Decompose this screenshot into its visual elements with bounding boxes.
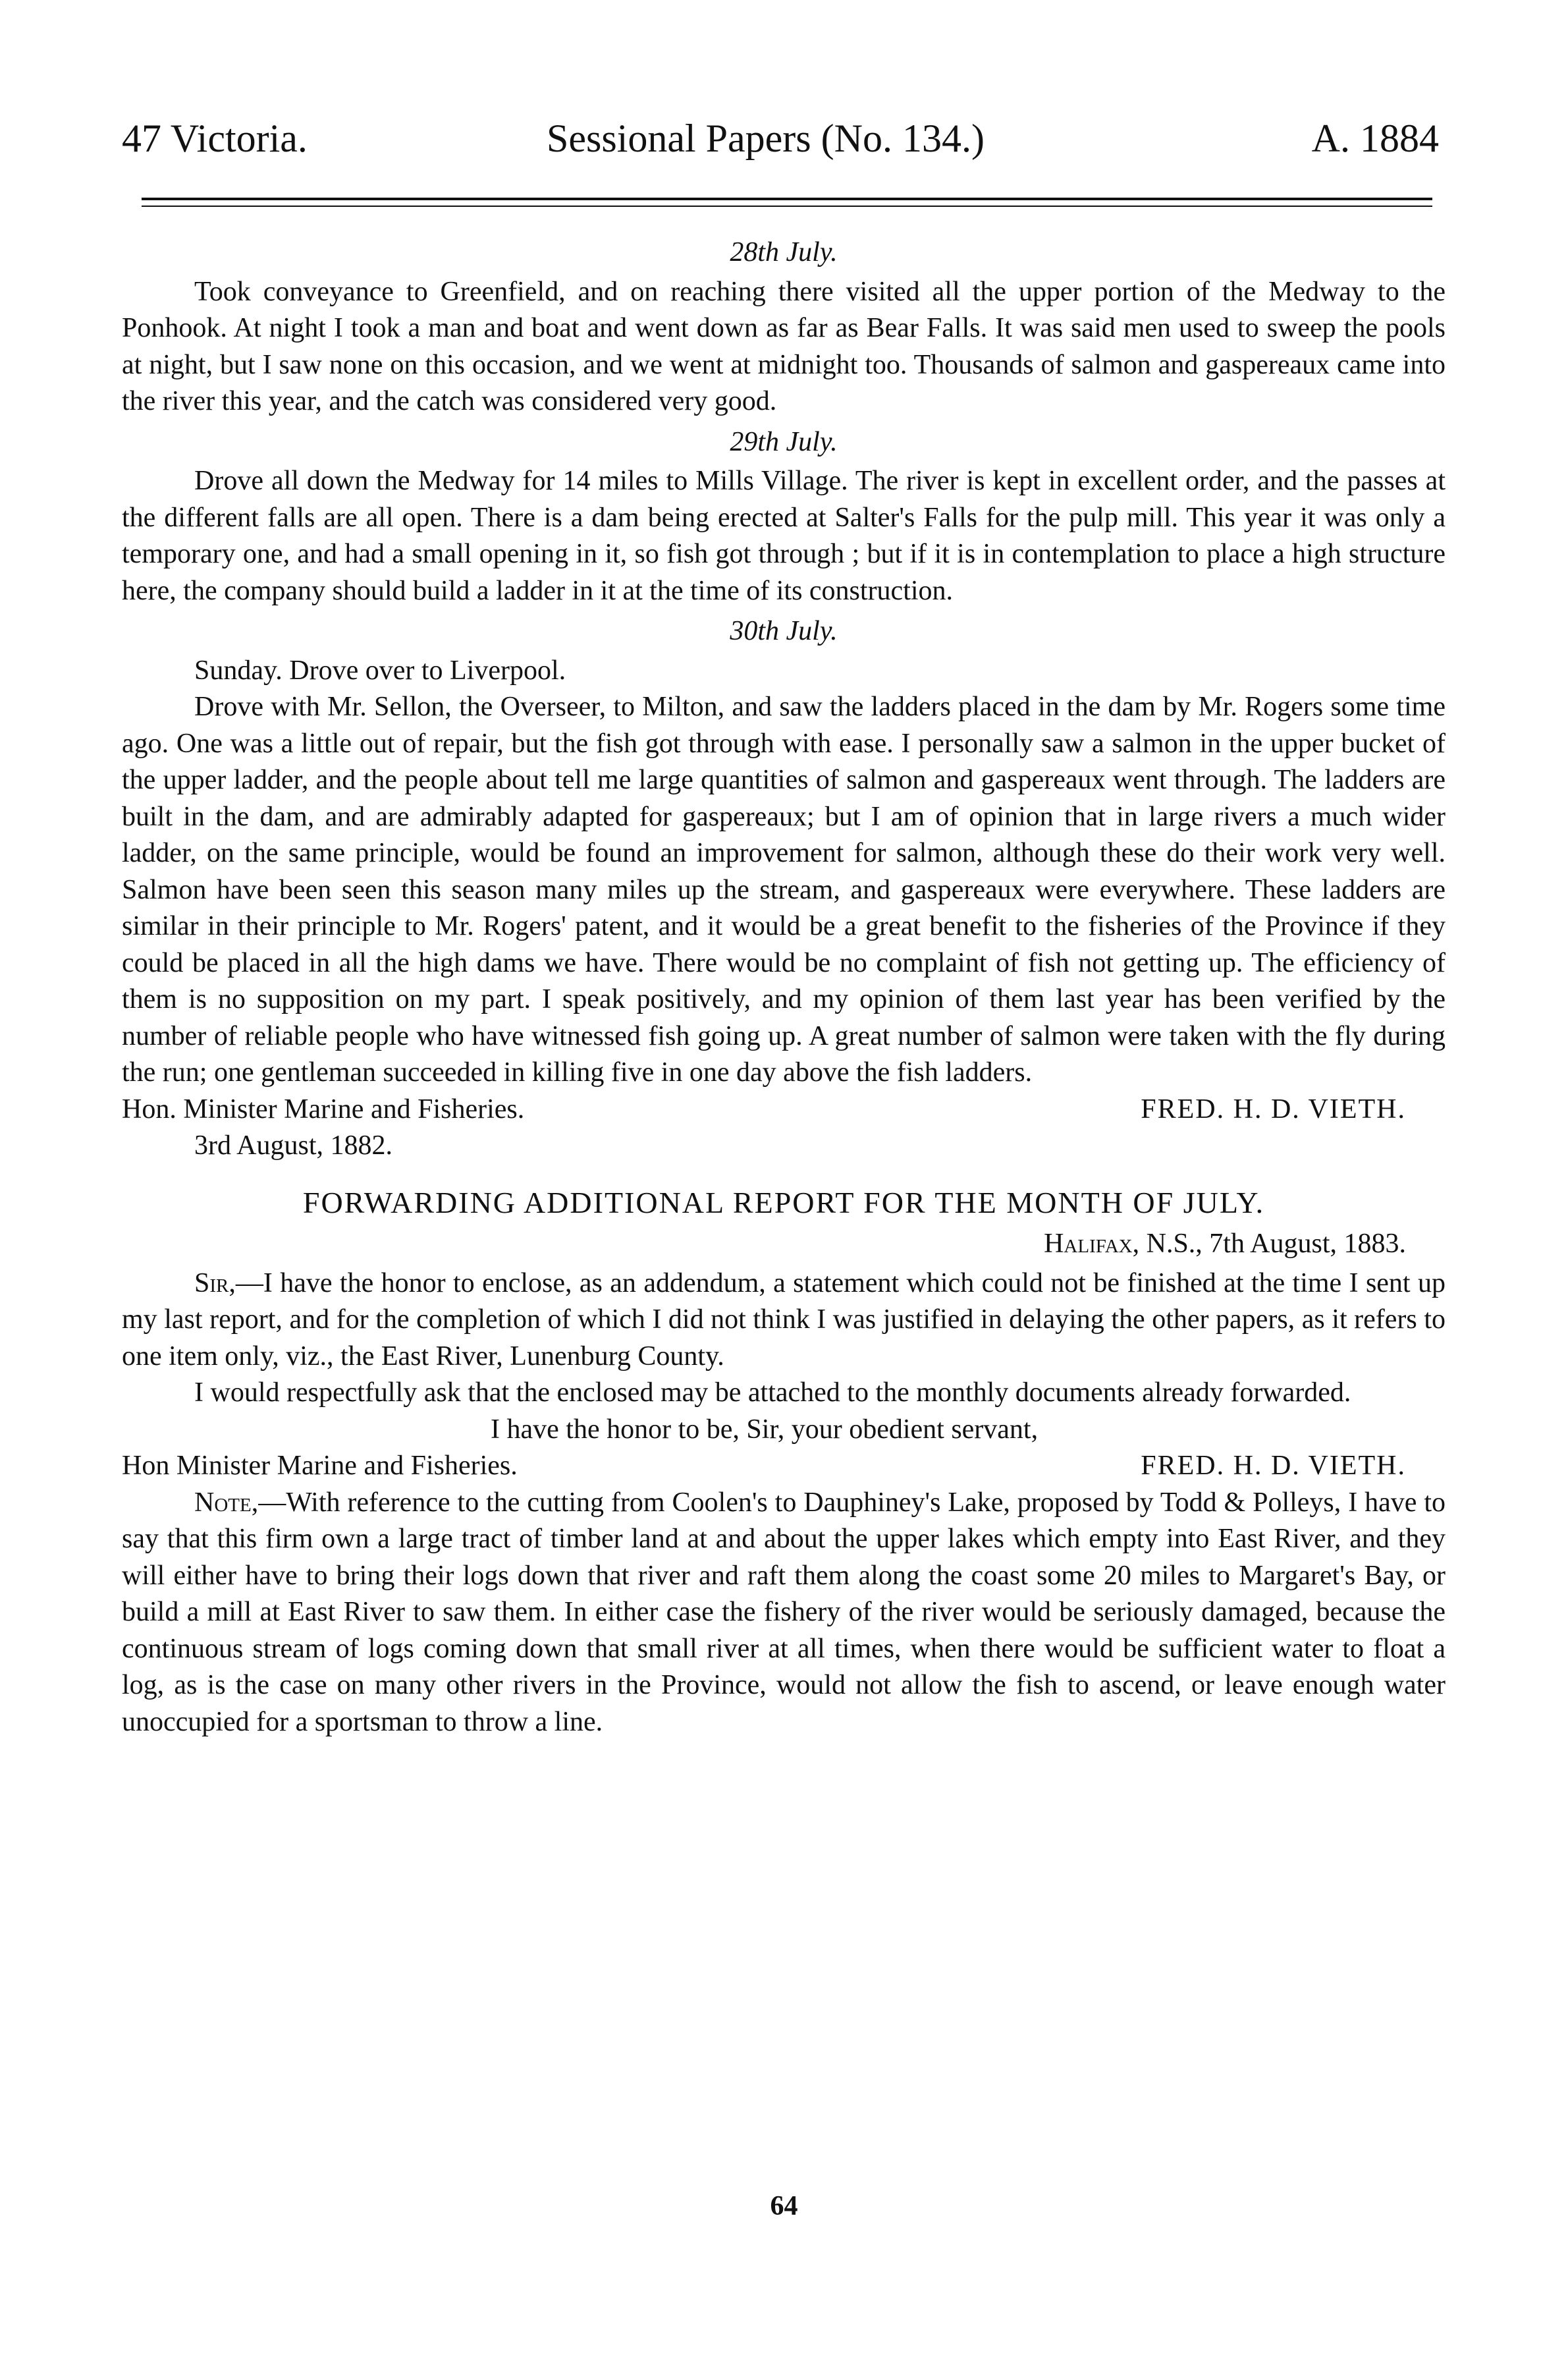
body-text (122, 231, 1446, 1740)
letter-closing: I have the honor to be, Sir, your obedient servant, (491, 1414, 1039, 1445)
letter-dateline (122, 1226, 1446, 1263)
letter-date: , N.S., 7th August, 1883. (1132, 1229, 1406, 1259)
signature-2: FRED. H. D. VIETH. (1141, 1451, 1406, 1481)
signoff-line (122, 1092, 1446, 1128)
addressee-2: Hon Minister Marine and Fisheries. (122, 1451, 518, 1481)
dateline-28th-july: 28th July. (730, 237, 838, 267)
paragraph-29th-july: Drove all down the Medway for 14 miles to Mills Village. The river is kept in excellent order, and the passes at the different falls are all open. There is a dam being erected at Salter's Falls for the pulp mill. This year it was only a temporary one, and had a small opening in it, so fish got through ; but if it is in contemplation to place a high structure here, the company should build a ladder in it at the time of its construction. (122, 466, 1446, 606)
note-paragraph (122, 1485, 1446, 1741)
letter-paragraph-1 (122, 1265, 1446, 1375)
addressee: Hon. Minister Marine and Fisheries. (122, 1094, 525, 1124)
salutation: Sir, (194, 1267, 236, 1298)
paragraph-30th-july: Drove with Mr. Sellon, the Overseer, to Milton, and saw the ladders placed in the dam by Mr. Rogers some time ago. One was a little out of repair, but the fish got through with ease. I personally saw a salmon in the upper bucket of the upper ladder, and the people about tell me large quantities of salmon and gaspereaux went through. The ladders are built in the dam, and are admirably adapted for gaspereaux; but I am of opinion that in large rivers a much wider ladder, on the same principle, would be found an improvement for salmon, although these do their work very well. Salmon have been seen this season many miles up the stream, and gaspereaux were everywhere. These ladders are similar in their principle to Mr. Rogers' patent, and it would be a great benefit to the fisheries of the Province if they could be placed in all the high dams we have. There would be no complaint of fish not getting up. The efficiency of them is no supposition on my part. I speak positively, and my opinion of them last year has been verified by the number of reliable people who have witnessed fish going up. A great number of salmon were taken with the fly during the run; one gentleman succeeded in killing five in one day above the fish ladders. (122, 692, 1446, 1088)
signoff-date: 3rd August, 1882. (194, 1130, 393, 1161)
header-rule (142, 198, 1432, 200)
section-heading: FORWARDING ADDITIONAL REPORT FOR THE MONTH OF JULY. (302, 1185, 1265, 1219)
note-text: —With reference to the cutting from Coolen's to Dauphiney's Lake, proposed by Todd & Polleys, I have to say that this firm own a large tract of timber land at and about the upper lakes which empty into East River, and they will either have to bring their logs down that river and raft them along the coast some 20 miles to Margaret's Bay, or build a mill at East River to saw them. In either case the fishery of the river would be seriously damaged, because the continuous stream of logs coming down that small river at all times, when there would be sufficient water to float a log, as is the case on many other rivers in the Province, would not allow the fish to ascend, or leave enough water unoccupied for a sportsman to throw a line. (122, 1487, 1446, 1737)
letter-place: Halifax (1044, 1229, 1133, 1259)
header-title: Sessional Papers (No. 134.) (547, 117, 985, 160)
dateline-29th-july: 29th July. (730, 426, 838, 457)
signoff-line-2 (122, 1448, 1446, 1485)
page-number: 64 (770, 2191, 798, 2221)
letter-paragraph-2: I would respectfully ask that the enclosed may be attached to the monthly documents already forwarded. (194, 1377, 1351, 1408)
running-head (122, 112, 1439, 165)
letter-paragraph-1-text: —I have the honor to enclose, as an addendum, a statement which could not be finished at the time I sent up my last report, and for the completion of which I did not think I was justified in delaying the other papers, as it refers to one item only, viz., the East River, Lunenburg County. (122, 1267, 1446, 1372)
note-label: Note, (194, 1487, 259, 1518)
signature: FRED. H. D. VIETH. (1141, 1094, 1406, 1124)
header-volume: 47 Victoria. (122, 117, 308, 160)
paragraph-28th-july: Took conveyance to Greenfield, and on reaching there visited all the upper portion of the Medway to the Ponhook. At night I took a man and boat and went down as far as Bear Falls. It was said men used to sweep the pools at night, but I saw none on this occasion, and we went at midnight too. Thousands of salmon and gaspereaux came into the river this year, and the catch was considered very good. (122, 276, 1446, 416)
header-rule-thin (142, 206, 1432, 207)
header-year: A. 1884 (1311, 117, 1439, 160)
paragraph-sunday: Sunday. Drove over to Liverpool. (194, 655, 566, 686)
dateline-30th-july: 30th July. (730, 616, 838, 646)
